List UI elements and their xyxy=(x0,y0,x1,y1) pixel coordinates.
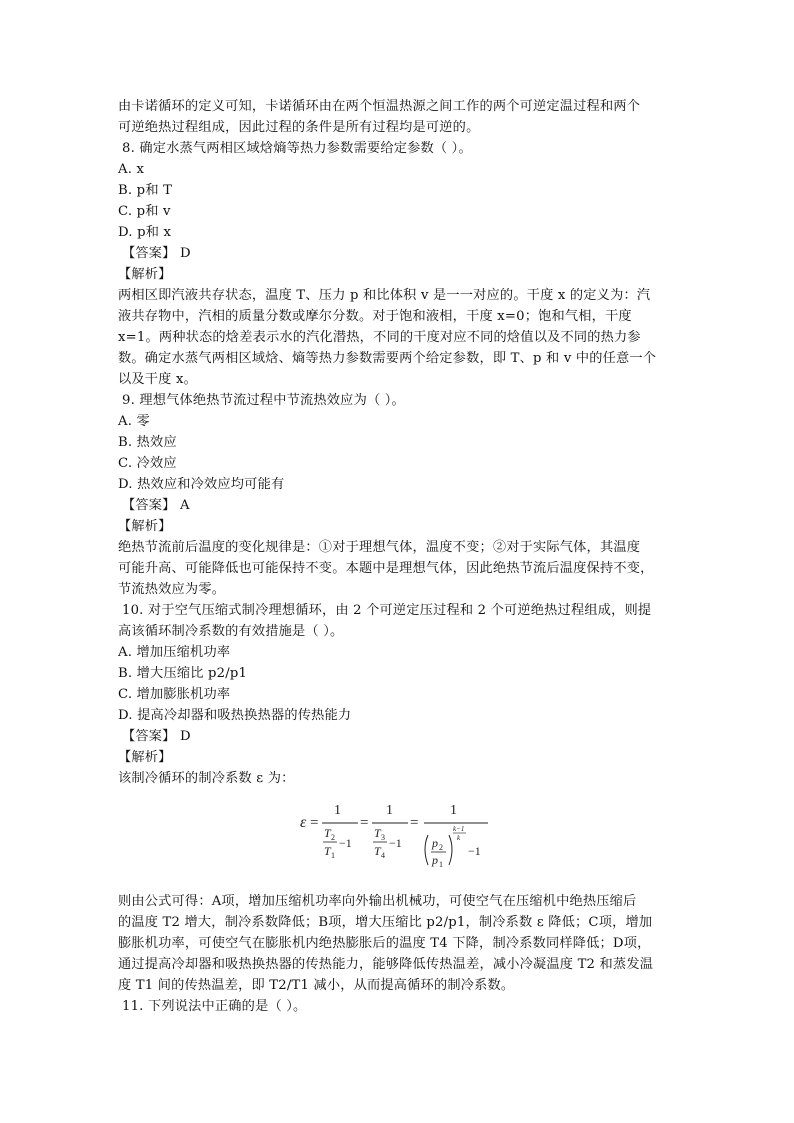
intro-line: 由卡诺循环的定义可知，卡诺循环由在两个恒温热源之间工作的两个可逆定温过程和两个 xyxy=(118,99,641,114)
formula-p2: p xyxy=(432,836,438,850)
q10-analysis-line: 的温度 T2 增大，制冷系数降低；B项，增大压缩比 p2/p1，制冷系数 ε 降低；C项，增加 xyxy=(118,915,653,930)
formula-T4-sub: 4 xyxy=(381,851,385,860)
q8-analysis-line: 数。确定水蒸气两相区域焓、熵等热力参数需要两个给定参数，即 T、p 和 v 中的任意一个 xyxy=(118,351,657,366)
formula-numerator-1: 1 xyxy=(334,803,341,818)
q10-analysis-line: 通过提高冷却器和吸热换热器的传热能力，能够降低传热温差，减小冷凝温度 T2 和蒸发温 xyxy=(118,957,654,972)
q8-analysis-line: 液共存物中，汽相的质量分数或摩尔分数。对于饱和液相，干度 x=0；饱和气相，干度 xyxy=(118,309,632,324)
formula-numerator-1: 1 xyxy=(450,803,457,818)
formula-p1-sub: 1 xyxy=(439,860,443,869)
q8-answer: 【答案】 D xyxy=(122,246,191,261)
formula-T2: T xyxy=(324,826,331,840)
formula-left-paren xyxy=(425,835,428,865)
document-page xyxy=(118,96,678,1017)
formula-T1-sub: 1 xyxy=(331,851,335,860)
formula-T3: T xyxy=(374,826,381,840)
q10-answer: 【答案】 D xyxy=(122,729,191,744)
formula-epsilon: ε xyxy=(300,814,307,831)
formula-minus-one: −1 xyxy=(339,836,352,850)
q8-option-d: D. p和 x xyxy=(118,225,172,240)
question-8-stem: 8. 确定水蒸气两相区域焓熵等热力参数需要给定参数（ ）。 xyxy=(122,141,472,156)
q8-option-b: B. p和 T xyxy=(118,183,173,198)
formula-T2-sub: 2 xyxy=(331,833,335,842)
q9-option-b: B. 热效应 xyxy=(118,435,177,450)
q9-option-c: C. 冷效应 xyxy=(118,456,177,471)
question-11-stem: 11. 下列说法中正确的是（ ）。 xyxy=(122,999,307,1014)
formula-T3-sub: 3 xyxy=(381,833,385,842)
formula-minus-one: −1 xyxy=(468,844,481,858)
formula-equals: = xyxy=(360,815,369,831)
q9-answer: 【答案】 A xyxy=(122,498,190,513)
intro-line: 可逆绝热过程组成，因此过程的条件是所有过程均是可逆的。 xyxy=(118,120,480,135)
q10-option-b: B. 增大压缩比 p2/p1 xyxy=(118,666,248,681)
q10-option-d: D. 提高冷却器和吸热换热器的传热能力 xyxy=(118,708,352,723)
q10-analysis-label: 【解析】 xyxy=(118,750,172,765)
formula-exponent-denominator: k xyxy=(457,834,461,842)
q10-analysis-line: 度 T1 间的传热温差，即 T2/T1 减小，从而提高循环的制冷系数。 xyxy=(118,978,515,993)
q10-analysis-intro: 该制冷循环的制冷系数 ε 为： xyxy=(118,771,295,786)
q8-option-c: C. p和 v xyxy=(118,204,171,219)
formula-minus-one: −1 xyxy=(389,836,402,850)
formula-p2-sub: 2 xyxy=(439,843,443,852)
formula-svg xyxy=(300,797,510,881)
q9-analysis-line: 可能升高、可能降低也可能保持不变。本题中是理想气体，因此绝热节流后温度保持不变， xyxy=(118,561,654,576)
q8-analysis-line: x=1。两种状态的焓差表示水的汽化潜热，不同的干度对应不同的焓值以及不同的热力参 xyxy=(118,330,641,345)
q10-option-a: A. 增加压缩机功率 xyxy=(118,645,231,660)
q9-analysis-label: 【解析】 xyxy=(118,519,172,534)
q9-option-a: A. 零 xyxy=(118,414,150,429)
question-10-stem: 10. 对于空气压缩式制冷理想循环，由 2 个可逆定压过程和 2 个可逆绝热过程组成，则提 xyxy=(122,603,652,618)
q10-analysis-line: 则由公式可得：A项，增加压缩机功率向外输出机械功，可使空气在压缩机中绝热压缩后 xyxy=(118,894,637,909)
q9-analysis-line: 绝热节流前后温度的变化规律是：①对于理想气体，温度不变；②对于实际气体，其温度 xyxy=(118,540,641,555)
q8-analysis-label: 【解析】 xyxy=(118,267,172,282)
q9-analysis-line: 节流热效应为零。 xyxy=(118,582,226,597)
formula-equals: = xyxy=(310,815,319,831)
q10-option-c: C. 增加膨胀机功率 xyxy=(118,687,231,702)
formula-equals: = xyxy=(410,815,419,831)
q8-analysis-line: 两相区即汽液共存状态，温度 T、压力 p 和比体积 v 是一一对应的。干度 x 的定义为：汽 xyxy=(118,288,651,303)
formula-p1: p xyxy=(432,853,438,867)
formula-exponent-numerator: k−1 xyxy=(453,825,465,833)
q8-option-a: A. x xyxy=(118,162,145,177)
refrigeration-coefficient-formula xyxy=(118,797,678,885)
formula-right-paren xyxy=(449,835,452,865)
formula-T1: T xyxy=(324,844,331,858)
q8-analysis-line: 以及干度 x。 xyxy=(118,372,197,387)
formula-numerator-1: 1 xyxy=(386,803,393,818)
q10-analysis-line: 膨胀机功率，可使空气在膨胀机内绝热膨胀后的温度 T4 下降，制冷系数同样降低；D项， xyxy=(118,936,651,951)
q9-option-d: D. 热效应和冷效应均可能有 xyxy=(118,477,285,492)
question-10-stem-cont: 高该循环制冷系数的有效措施是（ ）。 xyxy=(118,624,344,639)
question-9-stem: 9. 理想气体绝热节流过程中节流热效应为（ ）。 xyxy=(122,393,405,408)
formula-T4: T xyxy=(374,844,381,858)
